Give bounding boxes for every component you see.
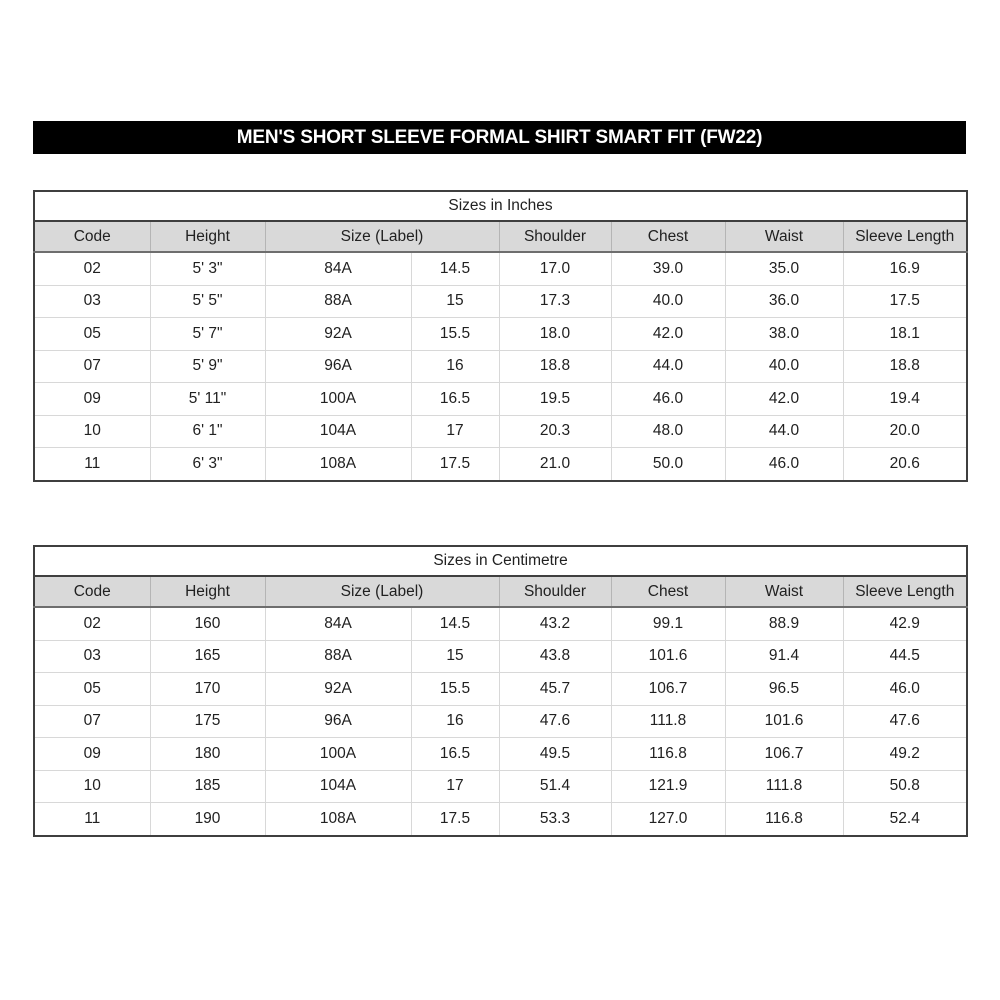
table-cell: 17.5 [411,448,499,481]
table-cell: 84A [265,607,411,640]
table-cell: 5' 5" [150,285,265,318]
header-cell: Chest [611,576,725,607]
table-cell: 17 [411,770,499,803]
sizes-in-inches-table [33,190,968,482]
table-cell: 43.8 [499,640,611,673]
table-cell: 6' 3" [150,448,265,481]
table-cell: 18.8 [499,350,611,383]
table-row [34,448,967,481]
table-cell: 5' 7" [150,318,265,351]
table-cell: 49.5 [499,738,611,771]
header-cell: Waist [725,221,843,252]
table-row [34,673,967,706]
table-row [34,318,967,351]
table-cell: 165 [150,640,265,673]
table-cell: 14.5 [411,607,499,640]
table-cell: 44.0 [725,415,843,448]
table-row [34,738,967,771]
table-cell: 17.3 [499,285,611,318]
table-cell: 46.0 [725,448,843,481]
table-cell: 19.5 [499,383,611,416]
header-cell: Height [150,221,265,252]
table-cell: 03 [34,640,150,673]
table-cell: 92A [265,318,411,351]
table-row [34,705,967,738]
table-cell: 111.8 [725,770,843,803]
table-row [34,607,967,640]
header-cell: Shoulder [499,221,611,252]
table-cell: 05 [34,673,150,706]
table-header-row [34,576,967,607]
table-cell: 20.0 [843,415,967,448]
table-cell: 36.0 [725,285,843,318]
table-cell: 03 [34,285,150,318]
table-cell: 17.0 [499,252,611,285]
table-cell: 42.9 [843,607,967,640]
table-cell: 121.9 [611,770,725,803]
table-title-row [34,191,967,221]
table-cell: 42.0 [725,383,843,416]
table-cell: 18.0 [499,318,611,351]
table-cell: 6' 1" [150,415,265,448]
table-cell: 07 [34,705,150,738]
table-cell: 190 [150,803,265,836]
table-cell: 92A [265,673,411,706]
table-cell: 05 [34,318,150,351]
header-cell: Size (Label) [265,576,499,607]
table-cell: 170 [150,673,265,706]
header-cell: Shoulder [499,576,611,607]
header-cell: Code [34,221,150,252]
table-header-row [34,221,967,252]
table-row [34,770,967,803]
table-cell: 100A [265,383,411,416]
header-cell: Waist [725,576,843,607]
table-cell: 17.5 [411,803,499,836]
table-cell: 09 [34,738,150,771]
table-cell: 116.8 [611,738,725,771]
table-row [34,415,967,448]
table-cell: 52.4 [843,803,967,836]
header-cell: Chest [611,221,725,252]
header-cell: Sleeve Length [843,576,967,607]
header-cell: Height [150,576,265,607]
table-cell: 160 [150,607,265,640]
table-cell: 84A [265,252,411,285]
header-cell: Code [34,576,150,607]
title-banner [33,121,966,154]
table-title-row [34,546,967,576]
table-cell: 15.5 [411,673,499,706]
table-cell: 116.8 [725,803,843,836]
table-cell: 108A [265,448,411,481]
table-cell: 16.9 [843,252,967,285]
table-cell: 14.5 [411,252,499,285]
table-cell: 48.0 [611,415,725,448]
table-title: Sizes in Centimetre [34,546,967,576]
table-cell: 47.6 [843,705,967,738]
table-cell: 17 [411,415,499,448]
page-title: MEN'S SHORT SLEEVE FORMAL SHIRT SMART FIT (FW22) [236,126,763,148]
table-cell: 101.6 [725,705,843,738]
table-cell: 5' 9" [150,350,265,383]
table-cell: 5' 11" [150,383,265,416]
table-cell: 44.0 [611,350,725,383]
table-cell: 175 [150,705,265,738]
table-cell: 91.4 [725,640,843,673]
table-cell: 10 [34,770,150,803]
table-row [34,803,967,836]
table-cell: 02 [34,252,150,285]
table-cell: 17.5 [843,285,967,318]
table-cell: 20.3 [499,415,611,448]
table-cell: 16.5 [411,738,499,771]
table-row [34,350,967,383]
table-cell: 5' 3" [150,252,265,285]
table-cell: 19.4 [843,383,967,416]
table-cell: 18.1 [843,318,967,351]
table-cell: 42.0 [611,318,725,351]
table-cell: 50.0 [611,448,725,481]
table-cell: 45.7 [499,673,611,706]
table-cell: 127.0 [611,803,725,836]
table-row [34,383,967,416]
table-cell: 49.2 [843,738,967,771]
table-cell: 88A [265,640,411,673]
table-cell: 96A [265,350,411,383]
sizes-in-inches-section [33,190,966,482]
table-cell: 99.1 [611,607,725,640]
table-cell: 02 [34,607,150,640]
table-row [34,640,967,673]
table-cell: 44.5 [843,640,967,673]
sizes-in-centimetre-table [33,545,968,837]
table-title: Sizes in Inches [34,191,967,221]
table-cell: 104A [265,415,411,448]
table-cell: 111.8 [611,705,725,738]
table-cell: 16 [411,350,499,383]
table-cell: 46.0 [843,673,967,706]
table-cell: 46.0 [611,383,725,416]
sizes-in-centimetre-section [33,545,966,837]
table-cell: 10 [34,415,150,448]
header-cell: Sleeve Length [843,221,967,252]
header-cell: Size (Label) [265,221,499,252]
table-cell: 104A [265,770,411,803]
table-cell: 07 [34,350,150,383]
table-cell: 108A [265,803,411,836]
table-cell: 15.5 [411,318,499,351]
table-cell: 40.0 [725,350,843,383]
table-cell: 11 [34,448,150,481]
table-cell: 20.6 [843,448,967,481]
table-row [34,285,967,318]
table-cell: 106.7 [725,738,843,771]
table-cell: 88.9 [725,607,843,640]
table-cell: 88A [265,285,411,318]
table-cell: 51.4 [499,770,611,803]
table-cell: 180 [150,738,265,771]
table-cell: 96A [265,705,411,738]
table-cell: 43.2 [499,607,611,640]
table-cell: 21.0 [499,448,611,481]
table-cell: 39.0 [611,252,725,285]
table-cell: 50.8 [843,770,967,803]
table-cell: 96.5 [725,673,843,706]
table-cell: 15 [411,285,499,318]
table-row [34,252,967,285]
table-cell: 106.7 [611,673,725,706]
table-cell: 40.0 [611,285,725,318]
table-cell: 47.6 [499,705,611,738]
table-cell: 16.5 [411,383,499,416]
table-cell: 11 [34,803,150,836]
table-cell: 185 [150,770,265,803]
table-cell: 16 [411,705,499,738]
table-cell: 53.3 [499,803,611,836]
table-cell: 18.8 [843,350,967,383]
table-cell: 101.6 [611,640,725,673]
table-cell: 15 [411,640,499,673]
table-cell: 100A [265,738,411,771]
table-cell: 09 [34,383,150,416]
table-cell: 35.0 [725,252,843,285]
table-cell: 38.0 [725,318,843,351]
